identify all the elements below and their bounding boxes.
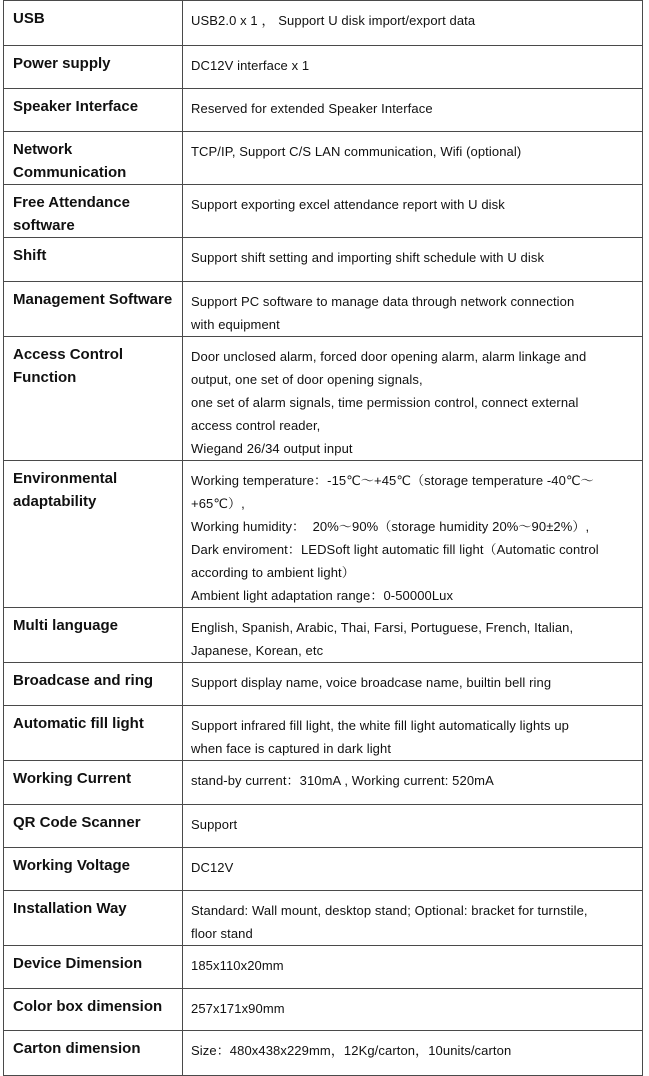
spec-value-line: Support infrared fill light, the white fill light automatically lights up bbox=[191, 718, 569, 733]
spec-row bbox=[4, 46, 643, 89]
spec-value-line: Support PC software to manage data through network connection bbox=[191, 294, 575, 309]
spec-value bbox=[183, 89, 643, 132]
spec-value bbox=[183, 761, 643, 805]
spec-row bbox=[4, 282, 643, 337]
spec-key: Environmental adaptability bbox=[4, 461, 183, 608]
spec-value-line: Door unclosed alarm, forced door opening alarm, alarm linkage and bbox=[191, 349, 587, 364]
spec-value-line: Japanese, Korean, etc bbox=[191, 643, 324, 658]
spec-value bbox=[183, 946, 643, 989]
spec-value-line: floor stand bbox=[191, 926, 253, 941]
spec-key: Power supply bbox=[4, 46, 183, 89]
spec-key: Color box dimension bbox=[4, 989, 183, 1031]
spec-row bbox=[4, 238, 643, 282]
spec-row bbox=[4, 89, 643, 132]
spec-value-line: Standard: Wall mount, desktop stand; Optional: bracket for turnstile, bbox=[191, 903, 588, 918]
spec-row bbox=[4, 608, 643, 663]
spec-value-line: with equipment bbox=[191, 317, 280, 332]
spec-row bbox=[4, 891, 643, 946]
spec-row bbox=[4, 1, 643, 46]
spec-row bbox=[4, 132, 643, 185]
spec-value bbox=[183, 989, 643, 1031]
spec-value-line: stand-by current：310mA , Working current: 520mA bbox=[191, 773, 494, 788]
spec-value-line: Working temperature：-15℃～+45℃（storage temperature -40℃～ bbox=[191, 473, 594, 488]
spec-row bbox=[4, 663, 643, 706]
spec-row bbox=[4, 848, 643, 891]
spec-value bbox=[183, 1031, 643, 1076]
spec-value bbox=[183, 282, 643, 337]
spec-value-line: Support bbox=[191, 817, 238, 832]
spec-value-line: +65℃）, bbox=[191, 496, 245, 511]
spec-value-line: Size：480x438x229mm，12Kg/carton，10units/carton bbox=[191, 1043, 512, 1058]
spec-row bbox=[4, 185, 643, 238]
spec-value-line: Wiegand 26/34 output input bbox=[191, 441, 353, 456]
spec-value-line: Support exporting excel attendance report with U disk bbox=[191, 197, 505, 212]
spec-key: Shift bbox=[4, 238, 183, 282]
spec-key: Broadcase and ring bbox=[4, 663, 183, 706]
spec-key: Network Communication bbox=[4, 132, 183, 185]
spec-key: Management Software bbox=[4, 282, 183, 337]
spec-row bbox=[4, 805, 643, 848]
spec-value-line: 185x110x20mm bbox=[191, 958, 284, 973]
spec-value bbox=[183, 337, 643, 461]
spec-value-line: Reserved for extended Speaker Interface bbox=[191, 101, 433, 116]
spec-key: Working Current bbox=[4, 761, 183, 805]
spec-value-line: 257x171x90mm bbox=[191, 1001, 285, 1016]
spec-row bbox=[4, 461, 643, 608]
spec-value-line: DC12V bbox=[191, 860, 234, 875]
spec-key: USB bbox=[4, 1, 183, 46]
spec-value-line: Support display name, voice broadcase name, builtin bell ring bbox=[191, 675, 552, 690]
spec-value-line: when face is captured in dark light bbox=[191, 741, 392, 756]
spec-value-line: one set of alarm signals, time permission control, connect external bbox=[191, 395, 579, 410]
spec-value bbox=[183, 185, 643, 238]
spec-value bbox=[183, 848, 643, 891]
spec-value-line: access control reader, bbox=[191, 418, 321, 433]
spec-key: Automatic fill light bbox=[4, 706, 183, 761]
spec-row bbox=[4, 989, 643, 1031]
spec-key: Carton dimension bbox=[4, 1031, 183, 1076]
spec-value bbox=[183, 461, 643, 608]
spec-row bbox=[4, 1031, 643, 1076]
spec-value bbox=[183, 1, 643, 46]
spec-table bbox=[3, 0, 643, 1076]
spec-value bbox=[183, 132, 643, 185]
spec-value bbox=[183, 608, 643, 663]
spec-row bbox=[4, 761, 643, 805]
spec-key: Speaker Interface bbox=[4, 89, 183, 132]
spec-key: Free Attendance software bbox=[4, 185, 183, 238]
spec-row bbox=[4, 706, 643, 761]
spec-row bbox=[4, 946, 643, 989]
spec-key: QR Code Scanner bbox=[4, 805, 183, 848]
spec-value-line: TCP/IP, Support C/S LAN communication, Wifi (optional) bbox=[191, 144, 522, 159]
spec-value bbox=[183, 238, 643, 282]
spec-table-body bbox=[4, 1, 643, 1076]
spec-value-line: DC12V interface x 1 bbox=[191, 58, 310, 73]
spec-value-line: USB2.0 x 1 ， Support U disk import/export data bbox=[191, 13, 476, 28]
spec-key: Access Control Function bbox=[4, 337, 183, 461]
spec-value bbox=[183, 706, 643, 761]
spec-value bbox=[183, 891, 643, 946]
spec-row bbox=[4, 337, 643, 461]
spec-value-line: Support shift setting and importing shift schedule with U disk bbox=[191, 250, 545, 265]
spec-key: Multi language bbox=[4, 608, 183, 663]
spec-key: Installation Way bbox=[4, 891, 183, 946]
spec-value-line: Ambient light adaptation range：0-50000Lux bbox=[191, 588, 454, 603]
spec-value-line: according to ambient light） bbox=[191, 565, 355, 580]
spec-value bbox=[183, 663, 643, 706]
spec-value bbox=[183, 805, 643, 848]
spec-value-line: English, Spanish, Arabic, Thai, Farsi, Portuguese, French, Italian, bbox=[191, 620, 574, 635]
spec-key: Working Voltage bbox=[4, 848, 183, 891]
spec-value bbox=[183, 46, 643, 89]
spec-key: Device Dimension bbox=[4, 946, 183, 989]
spec-value-line: Working humidity： 20%～90%（storage humidity 20%～90±2%）, bbox=[191, 519, 590, 534]
spec-value-line: Dark enviroment：LEDSoft light automatic fill light（Automatic control bbox=[191, 542, 599, 557]
spec-value-line: output, one set of door opening signals, bbox=[191, 372, 423, 387]
